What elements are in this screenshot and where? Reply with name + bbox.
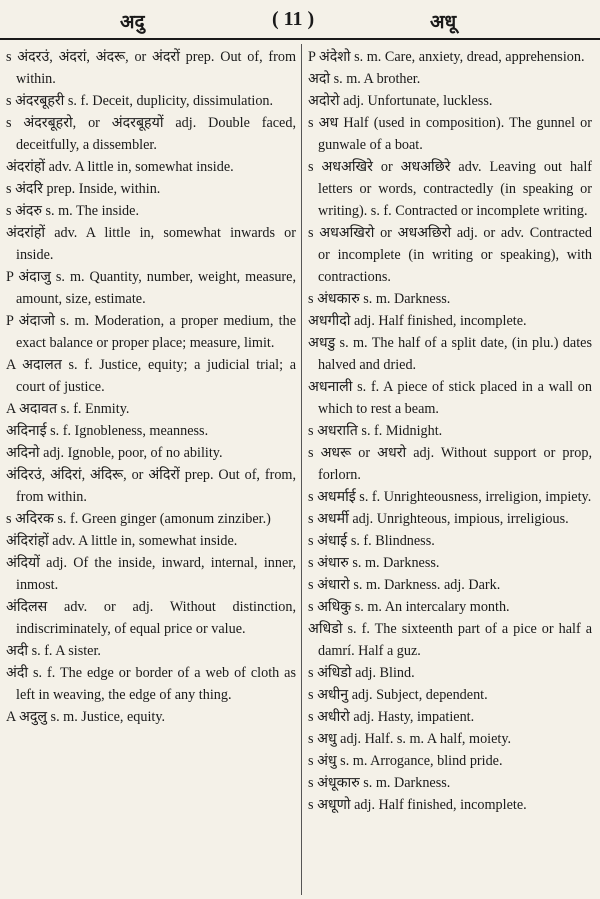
dictionary-entry: P अंदेशो s. m. Care, anxiety, dread, apprehension. bbox=[308, 49, 585, 65]
dictionary-entry: अदिनाई s. f. Ignobleness, meanness. bbox=[6, 423, 209, 439]
dictionary-entry: s अधिकु s. m. An intercalary month. bbox=[308, 599, 510, 615]
dictionary-entry: अधगीदो adj. Half finished, incomplete. bbox=[308, 313, 527, 329]
dictionary-entry: s अंधारु s. m. Darkness. bbox=[308, 555, 440, 571]
dictionary-entry: s अध Half (used in composition). The gunnel or gunwale of a boat. bbox=[308, 115, 592, 153]
right-column bbox=[308, 46, 592, 891]
dictionary-entry: अधिडो s. f. The sixteenth part of a pice or half a damrí. Half a guz. bbox=[308, 621, 592, 659]
dictionary-entry: s अधरू or अधरो adj. Without support or prop, forlorn. bbox=[308, 445, 592, 483]
dictionary-entry: अंदी s. f. The edge or border of a web of cloth as left in weaving, the edge of any thing. bbox=[6, 665, 296, 703]
dictionary-entry: A अदालत s. f. Justice, equity; a judicial trial; a court of justice. bbox=[6, 357, 296, 395]
dictionary-entry: अंदरांहों adv. A little in, somewhat inwards or inside. bbox=[6, 225, 296, 263]
dictionary-entry: s अधूणो adj. Half finished, incomplete. bbox=[308, 797, 527, 813]
dictionary-entry: अंदियों adj. Of the inside, inward, internal, inner, inmost. bbox=[6, 555, 296, 593]
dictionary-entry: s अंधु s. m. Arrogance, blind pride. bbox=[308, 753, 503, 769]
page-number: ( 11 ) bbox=[272, 8, 315, 30]
dictionary-entry: अदोरो adj. Unfortunate, luckless. bbox=[308, 93, 493, 109]
dictionary-entry: s अंधाई s. f. Blindness. bbox=[308, 533, 435, 549]
dictionary-entry: P अंदाजु s. m. Quantity, number, weight, measure, amount, size, estimate. bbox=[6, 269, 296, 307]
right-guide-word: अधू bbox=[430, 12, 457, 33]
dictionary-entry: s अंदरि prep. Inside, within. bbox=[6, 181, 161, 197]
dictionary-entry: s अदिरक s. f. Green ginger (amonum zinziber.) bbox=[6, 511, 271, 527]
dictionary-entry: अंदिरांहों adv. A little in, somewhat inside. bbox=[6, 533, 238, 549]
dictionary-entry: A अदावत s. f. Enmity. bbox=[6, 401, 130, 417]
header-rule bbox=[0, 38, 600, 40]
dictionary-entry: अंदिरउं, अंदिरां, अंदिरू, or अंदिरों prep. Out of, from, from within. bbox=[6, 467, 296, 505]
dictionary-entry: s अंधूकारु s. m. Darkness. bbox=[308, 775, 451, 791]
dictionary-entry: अदी s. f. A sister. bbox=[6, 643, 101, 659]
dictionary-entry: s अधर्मी adj. Unrighteous, impious, irreligious. bbox=[308, 511, 569, 527]
dictionary-entry: P अंदाजो s. m. Moderation, a proper medium, the exact balance or proper place; measure, limit. bbox=[6, 313, 296, 351]
dictionary-entry: अदिनो adj. Ignoble, poor, of no ability. bbox=[6, 445, 223, 461]
page-header bbox=[0, 0, 600, 38]
dictionary-entry: s अंधारो s. m. Darkness. adj. Dark. bbox=[308, 577, 501, 593]
dictionary-entry: s अधीरो adj. Hasty, impatient. bbox=[308, 709, 475, 725]
dictionary-entry: अधडु s. m. The half of a split date, (in plu.) dates halved and dried. bbox=[308, 335, 592, 373]
dictionary-entry: अधनाली s. f. A piece of stick placed in a wall on which to rest a beam. bbox=[308, 379, 592, 417]
dictionary-entry: s अंधकारु s. m. Darkness. bbox=[308, 291, 451, 307]
dictionary-entry: s अंदरु s. m. The inside. bbox=[6, 203, 139, 219]
dictionary-entry: s अधअखिरो or अधअछिरो adj. or adv. Contracted or incomplete (in writing or speaking), with contractions. bbox=[308, 225, 592, 285]
dictionary-entry: s अंदरबूहरो, or अंदरबूहयों adj. Double faced, deceitfully, a dissembler. bbox=[6, 115, 296, 153]
dictionary-entry: अंदिलस adv. or adj. Without distinction, indiscriminately, of equal price or value. bbox=[6, 599, 296, 637]
dictionary-entry: अदो s. m. A brother. bbox=[308, 71, 421, 87]
dictionary-entry: s अधु adj. Half. s. m. A half, moiety. bbox=[308, 731, 512, 747]
dictionary-entry: A अदुलु s. m. Justice, equity. bbox=[6, 709, 166, 725]
dictionary-entry: s अधीनु adj. Subject, dependent. bbox=[308, 687, 488, 703]
dictionary-entry: s अधराति s. f. Midnight. bbox=[308, 423, 443, 439]
dictionary-entry: s अंधिडो adj. Blind. bbox=[308, 665, 415, 681]
dictionary-entry: s अंदरबूहरी s. f. Deceit, duplicity, dissimulation. bbox=[6, 93, 274, 109]
left-guide-word: अदु bbox=[120, 12, 145, 33]
dictionary-entry: s अंदरउं, अंदरां, अंदरू, or अंदरों prep. Out of, from within. bbox=[6, 49, 296, 87]
dictionary-entry: अंदरांहों adv. A little in, somewhat inside. bbox=[6, 159, 234, 175]
dictionary-entry: s अधअखिरे or अधअछिरे adv. Leaving out half letters or words, contractedly (in speaking or writing). s. f. Contracted or incomplete writing. bbox=[308, 159, 592, 219]
column-divider bbox=[301, 44, 302, 895]
dictionary-entry: s अधर्माई s. f. Unrighteousness, irreligion, impiety. bbox=[308, 489, 592, 505]
left-column bbox=[6, 46, 296, 891]
